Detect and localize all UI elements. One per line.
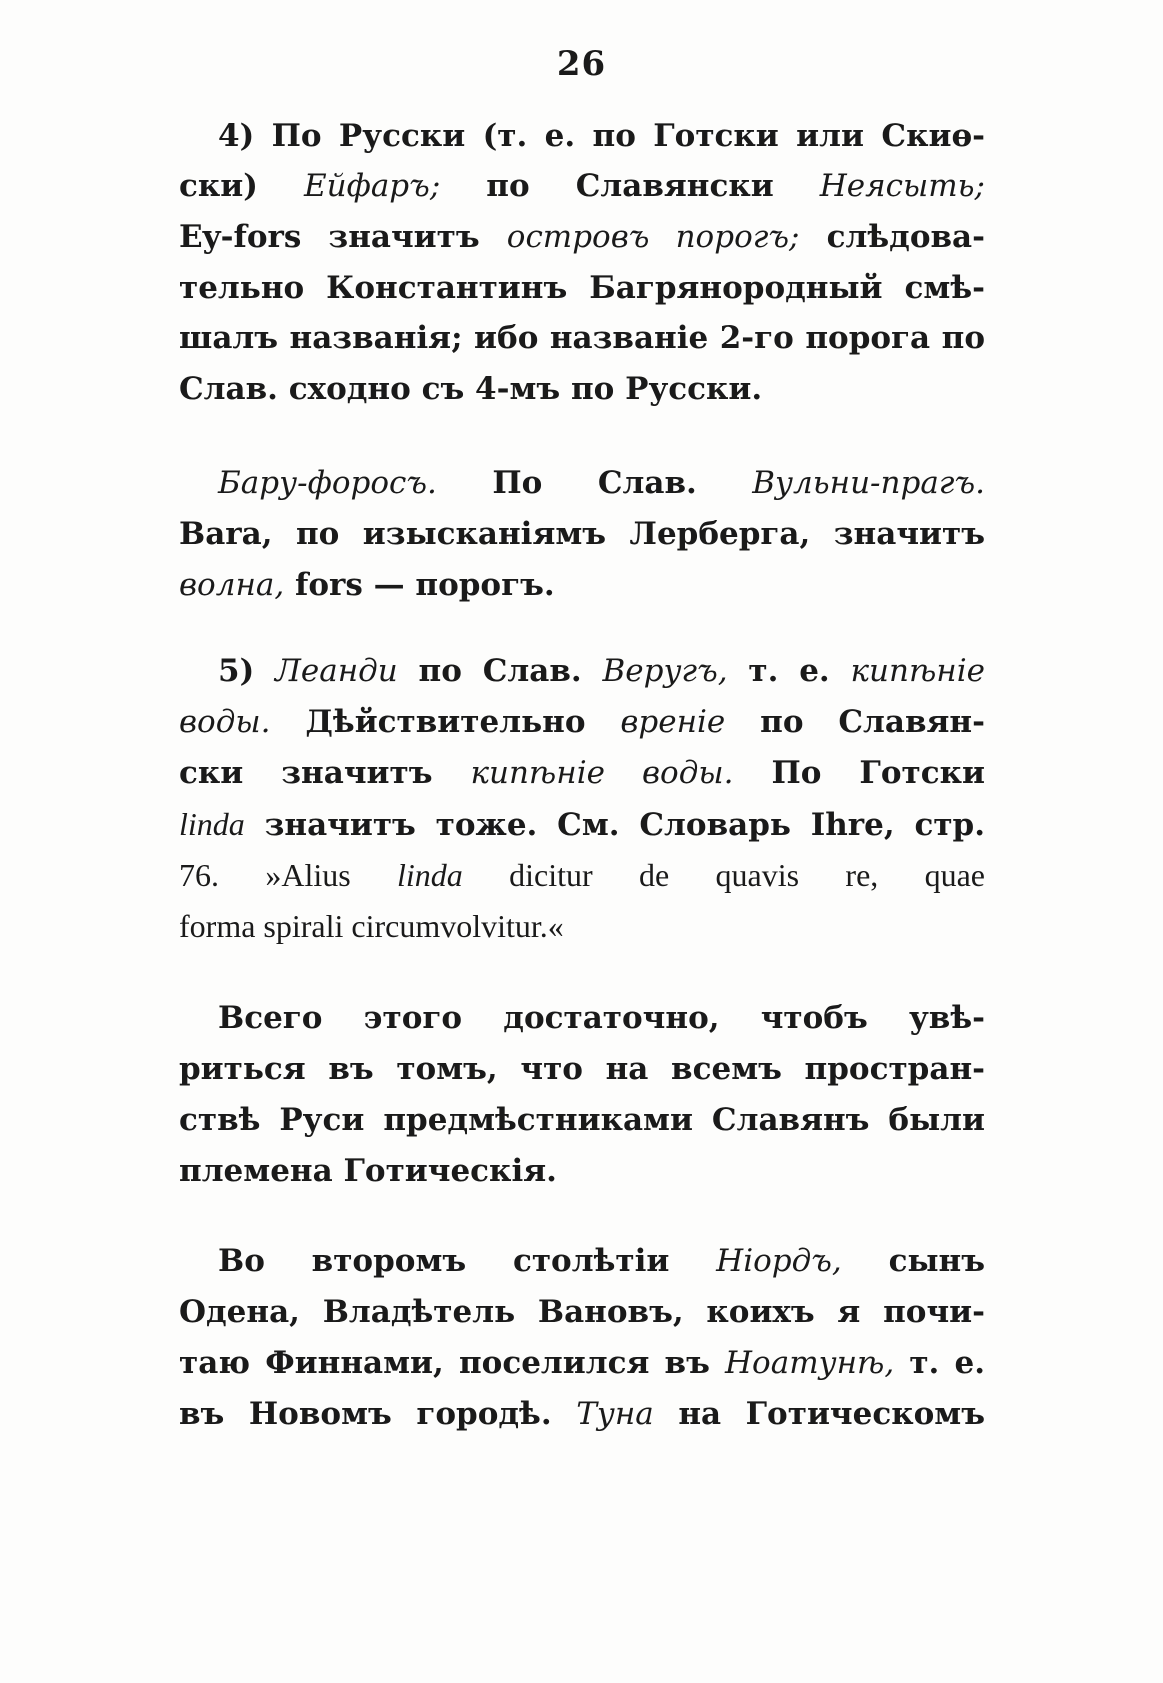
text-line [179,320,985,370]
italic-run: Бару-форосъ. [218,465,437,501]
italic-run: Веругъ, [602,653,728,689]
text-run: По Слав. [436,465,753,501]
text-run: племена Готическія. [179,1153,557,1189]
text-line [179,567,985,617]
text-line [179,908,985,958]
text-run: т. е. [727,653,851,689]
text-run: Ey-fors значитъ [179,219,507,255]
text-line [218,1243,985,1293]
text-run: сынъ [841,1243,985,1279]
text-run: по Славянски [440,168,820,204]
text-line [179,755,985,805]
text-run: forma spirali circumvolvitur.« [179,908,564,944]
text-run: Во второмъ столѣтіи [218,1243,717,1279]
text-run: Слав. сходно съ 4-мъ по Русски. [179,371,763,407]
italic-run: Ноатунѣ, [725,1345,895,1381]
text-run: въ Новомъ городѣ. [179,1396,577,1432]
text-line [179,806,985,856]
text-run: шалъ названія; ибо названіе 2-го порога по [179,320,985,356]
text-line [179,371,985,421]
italic-run: Леанди [275,653,398,689]
text-line [179,1294,985,1344]
italic-run: Вульни-прагъ. [752,465,985,501]
text-line [179,1153,985,1203]
italic-run: Ніордъ, [716,1243,842,1279]
text-line [179,857,985,907]
text-run: значитъ тоже. См. Словарь Ihre, стр. [244,807,985,843]
italic-run: вреніе [620,704,726,740]
text-line [179,168,985,218]
italic-run: островъ порогъ; [506,219,800,255]
text-run: По Готски [733,755,985,791]
text-run: риться въ томъ, что на всемъ простран- [179,1051,985,1087]
text-run: fors — порогъ. [284,567,555,603]
text-line [179,270,985,320]
italic-run: кипѣніе воды. [470,755,734,791]
text-run: ствѣ Руси предмѣстниками Славянъ были [179,1102,985,1138]
text-line [218,653,985,703]
text-run: слѣдова- [799,219,985,255]
italic-run: Туна [576,1396,654,1432]
text-run: на Готическомъ [653,1396,985,1432]
text-line [179,1102,985,1152]
text-line [218,1000,985,1050]
text-line [179,516,985,566]
text-run: Всего этого достаточно, чтобъ увѣ- [218,1000,985,1036]
italic-run: Неясыть; [819,168,985,204]
text-run: 76. »Alius [179,857,398,893]
italic-run: воды. [179,704,271,740]
text-line [179,704,985,754]
text-run: ски) [179,168,304,204]
text-run: Одена, Владѣтель Вановъ, коихъ я почи- [179,1294,985,1330]
italic-run: linda [397,857,463,893]
text-line [179,1396,985,1446]
text-run: 5) [218,653,276,689]
italic-run: linda [179,806,245,842]
text-run: по Слав. [397,653,603,689]
italic-run: Ейфаръ; [303,168,441,204]
text-run: таю Финнами, поселился въ [179,1345,726,1381]
text-run: тельно Константинъ Багрянородный смѣ- [179,270,985,306]
text-run: ски значитъ [179,755,471,791]
text-line [218,465,985,515]
text-run: по Славян- [725,704,985,740]
text-run: Дѣйствительно [270,704,621,740]
italic-run: кипѣніе [850,653,985,689]
text-run: 4) По Русски (т. е. по Готски или Скиө- [218,118,985,154]
text-line [218,118,985,168]
text-line [179,1345,985,1395]
italic-run: волна, [179,567,285,603]
page-number: 26 [556,44,607,84]
text-line [179,1051,985,1101]
text-run: Bara, по изысканіямъ Лерберга, значитъ [179,516,985,552]
text-run: dicitur de quavis re, quae [462,857,986,893]
text-run: т. е. [894,1345,986,1381]
text-line [179,219,985,269]
